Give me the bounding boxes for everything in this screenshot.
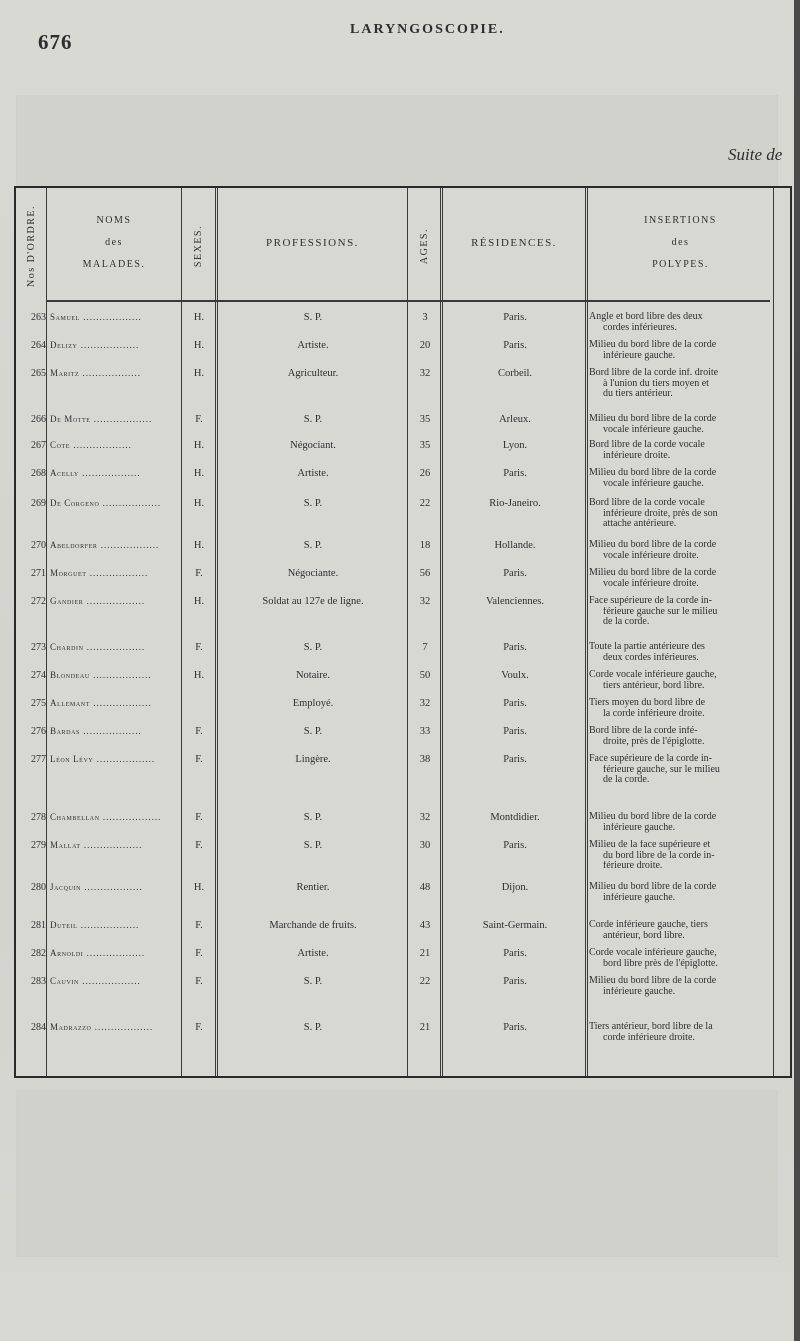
insertion-cell: Milieu du bord libre de la corde inférieure gauche. — [589, 340, 717, 361]
residence-cell: Paris. — [503, 312, 527, 323]
residence-cell: Voulx. — [501, 670, 529, 681]
bleed-through-area-bottom — [16, 1090, 778, 1257]
patient-name: Mallat .................. — [50, 840, 143, 850]
residence-cell: Lyon. — [502, 440, 528, 451]
sex-cell: F. — [195, 568, 203, 579]
patient-name: Chambellan .................. — [50, 812, 162, 822]
insertion-cell: Milieu du bord libre de la corde vocale inférieure gauche. — [589, 468, 717, 489]
insertion-cell: Bord libre de la corde infé- droite, près de l'épiglotte. — [589, 726, 705, 747]
residence-cell: Montdidier. — [490, 812, 540, 823]
sex-cell: H. — [193, 596, 205, 607]
patient-name: Chardin .................. — [50, 642, 146, 652]
age-cell: 33 — [419, 726, 431, 737]
row-number: 263 — [31, 312, 46, 323]
residence-cell: Saint-Germain. — [482, 920, 548, 931]
row-number: 269 — [31, 498, 46, 509]
age-cell: 32 — [419, 812, 431, 823]
insertion-cell: Bord libre de la corde inf. droite à l'union du tiers moyen et du tiers antérieur. — [589, 368, 719, 399]
sex-cell: H. — [193, 670, 205, 681]
header-professions: PROFESSIONS. — [266, 237, 359, 249]
age-cell: 48 — [419, 882, 431, 893]
residence-cell: Paris. — [503, 568, 527, 579]
age-cell: 26 — [419, 468, 431, 479]
insertion-cell: Corde inférieure gauche, tiers antérieur, bord libre. — [589, 920, 708, 941]
patient-name: De Motte .................. — [50, 414, 153, 424]
running-head: LARYNGOSCOPIE. — [350, 22, 505, 37]
profession-cell: Négociante. — [287, 568, 339, 579]
profession-cell: S. P. — [303, 312, 323, 323]
insertion-cell: Milieu du bord libre de la corde vocale inférieure droite. — [589, 568, 717, 589]
patient-name: Morguet .................. — [50, 568, 149, 578]
age-cell: 21 — [419, 1022, 431, 1033]
insertion-cell: Tiers antérieur, bord libre de la corde inférieure droite. — [589, 1022, 713, 1043]
insertion-cell: Milieu de la face supérieure et du bord libre de la corde in- férieure droite. — [589, 840, 715, 871]
sex-cell: F. — [195, 920, 203, 931]
row-number: 283 — [31, 976, 46, 987]
patient-name: Bardas .................. — [50, 726, 142, 736]
profession-cell: Artiste. — [297, 340, 329, 351]
residence-cell: Paris. — [503, 754, 527, 765]
patient-name: Léon Lévy .................. — [50, 754, 156, 764]
row-number: 276 — [31, 726, 46, 737]
row-number: 266 — [31, 414, 46, 425]
profession-cell: S. P. — [303, 540, 323, 551]
profession-cell: Artiste. — [297, 948, 329, 959]
patient-name: Madrazzo .................. — [50, 1022, 154, 1032]
header-rule — [46, 300, 770, 302]
polyp-cases-table — [14, 186, 792, 1078]
row-number: 277 — [31, 754, 46, 765]
profession-cell: S. P. — [303, 498, 323, 509]
profession-cell: Négociant. — [290, 440, 336, 451]
sex-cell: H. — [193, 340, 205, 351]
age-cell: 56 — [419, 568, 431, 579]
header-residences: RÉSIDENCES. — [471, 237, 557, 249]
patient-name: Arnoldi .................. — [50, 948, 146, 958]
residence-cell: Paris. — [503, 698, 527, 709]
row-number: 274 — [31, 670, 46, 681]
row-number: 268 — [31, 468, 46, 479]
age-cell: 38 — [419, 754, 431, 765]
patient-name: Acelly .................. — [50, 468, 141, 478]
patient-name: Allemant .................. — [50, 698, 152, 708]
residence-cell: Paris. — [503, 726, 527, 737]
sex-cell: F. — [195, 414, 203, 425]
insertion-cell: Bord libre de la corde vocale inférieure droite. — [589, 440, 705, 461]
header-noms: NOMS des MALADES. — [82, 215, 146, 270]
age-cell: 3 — [422, 312, 428, 323]
row-number: 284 — [31, 1022, 46, 1033]
header-ordre: Nos D'ORDRE. — [25, 204, 37, 288]
profession-cell: Rentier. — [296, 882, 330, 893]
patient-name: Gandier .................. — [50, 596, 146, 606]
insertion-cell: Milieu du bord libre de la corde vocale inférieure droite. — [589, 540, 717, 561]
profession-cell: Artiste. — [297, 468, 329, 479]
insertion-cell: Tiers moyen du bord libre de la corde inférieure droite. — [589, 698, 706, 719]
insertion-cell: Corde vocale inférieure gauche, bord libre près de l'épiglotte. — [589, 948, 718, 969]
residence-cell: Paris. — [503, 642, 527, 653]
residence-cell: Paris. — [503, 948, 527, 959]
age-cell: 35 — [419, 440, 431, 451]
sex-cell: F. — [195, 726, 203, 737]
residence-cell: Corbeil. — [497, 368, 533, 379]
profession-cell: Notaire. — [295, 670, 331, 681]
age-cell: 30 — [419, 840, 431, 851]
sex-cell: H. — [193, 498, 205, 509]
profession-cell: S. P. — [303, 726, 323, 737]
column-divider — [46, 188, 47, 1076]
row-number: 280 — [31, 882, 46, 893]
age-cell: 21 — [419, 948, 431, 959]
sex-cell: H. — [193, 540, 205, 551]
patient-name: De Corgeno .................. — [50, 498, 162, 508]
profession-cell: S. P. — [303, 1022, 323, 1033]
insertion-cell: Milieu du bord libre de la corde vocale inférieure gauche. — [589, 414, 717, 435]
row-number: 264 — [31, 340, 46, 351]
insertion-cell: Milieu du bord libre de la corde inférieure gauche. — [589, 812, 717, 833]
row-number: 271 — [31, 568, 46, 579]
profession-cell: Marchande de fruits. — [269, 920, 357, 931]
sex-cell: H. — [193, 312, 205, 323]
sex-cell: F. — [195, 948, 203, 959]
page-edge-shadow — [794, 0, 800, 1341]
sex-cell: H. — [193, 882, 205, 893]
residence-cell: Hollande. — [494, 540, 536, 551]
profession-cell: Soldat au 127e de ligne. — [262, 596, 364, 607]
age-cell: 32 — [419, 698, 431, 709]
row-number: 279 — [31, 840, 46, 851]
insertion-cell: Toute la partie antérieure des deux cordes inférieures. — [589, 642, 705, 663]
residence-cell: Paris. — [503, 840, 527, 851]
age-cell: 32 — [419, 368, 431, 379]
header-insertions: INSERTIONS des POLYPES. — [644, 215, 717, 270]
residence-cell: Paris. — [503, 1022, 527, 1033]
profession-cell: S. P. — [303, 840, 323, 851]
sex-cell: F. — [195, 840, 203, 851]
row-number: 278 — [31, 812, 46, 823]
row-number: 275 — [31, 698, 46, 709]
row-number: 273 — [31, 642, 46, 653]
sex-cell: F. — [195, 754, 203, 765]
age-cell: 7 — [422, 642, 428, 653]
insertion-cell: Milieu du bord libre de la corde inférieure gauche. — [589, 976, 717, 997]
profession-cell: S. P. — [303, 812, 323, 823]
insertion-cell: Bord libre de la corde vocale inférieure droite, près de son attache antérieure. — [589, 498, 718, 529]
profession-cell: S. P. — [303, 976, 323, 987]
residence-cell: Dijon. — [501, 882, 529, 893]
patient-name: Samuel .................. — [50, 312, 142, 322]
patient-name: Delizy .................. — [50, 340, 140, 350]
insertion-cell: Corde vocale inférieure gauche, tiers antérieur, bord libre. — [589, 670, 717, 691]
age-cell: 18 — [419, 540, 431, 551]
row-number: 265 — [31, 368, 46, 379]
profession-cell: S. P. — [303, 642, 323, 653]
profession-cell: Employé. — [292, 698, 334, 709]
residence-cell: Paris. — [503, 340, 527, 351]
bleed-through-area — [16, 95, 778, 187]
residence-cell: Valenciennes. — [485, 596, 545, 607]
patient-name: Duteil .................. — [50, 920, 140, 930]
age-cell: 50 — [419, 670, 431, 681]
age-cell: 43 — [419, 920, 431, 931]
age-cell: 35 — [419, 414, 431, 425]
page-number: 676 — [38, 30, 73, 54]
patient-name: Cote .................. — [50, 440, 132, 450]
insertion-cell: Angle et bord libre des deux cordes inférieures. — [589, 312, 703, 333]
row-number: 272 — [31, 596, 46, 607]
sex-cell: F. — [195, 976, 203, 987]
profession-cell: Agriculteur. — [287, 368, 339, 379]
sex-cell: F. — [195, 1022, 203, 1033]
profession-cell: S. P. — [303, 414, 323, 425]
sex-cell: F. — [195, 812, 203, 823]
sex-cell: H. — [193, 468, 205, 479]
header-sexes: SEXES. — [193, 224, 204, 268]
header-ages: AGES. — [418, 227, 430, 265]
patient-name: Cauvin .................. — [50, 976, 141, 986]
insertion-cell: Face supérieure de la corde in- férieure gauche sur le milieu de la corde. — [589, 596, 718, 627]
row-number: 282 — [31, 948, 46, 959]
residence-cell: Arleux. — [499, 414, 531, 425]
residence-cell: Rio-Janeiro. — [489, 498, 541, 509]
insertion-cell: Milieu du bord libre de la corde inférieure gauche. — [589, 882, 717, 903]
age-cell: 32 — [419, 596, 431, 607]
sex-cell: H. — [193, 440, 205, 451]
sex-cell: F. — [195, 642, 203, 653]
age-cell: 22 — [419, 976, 431, 987]
patient-name: Maritz .................. — [50, 368, 142, 378]
patient-name: Abeldorfer .................. — [50, 540, 160, 550]
residence-cell: Paris. — [503, 976, 527, 987]
row-number: 281 — [31, 920, 46, 931]
age-cell: 20 — [419, 340, 431, 351]
profession-cell: Lingère. — [295, 754, 331, 765]
row-number: 267 — [31, 440, 46, 451]
sex-cell: H. — [193, 368, 205, 379]
row-number: 270 — [31, 540, 46, 551]
patient-name: Jacquin .................. — [50, 882, 143, 892]
residence-cell: Paris. — [503, 468, 527, 479]
patient-name: Blondeau .................. — [50, 670, 152, 680]
age-cell: 22 — [419, 498, 431, 509]
insertion-cell: Face supérieure de la corde in- férieure gauche, sur le milieu de la corde. — [589, 754, 720, 785]
continuation-note: Suite de — [728, 145, 783, 164]
